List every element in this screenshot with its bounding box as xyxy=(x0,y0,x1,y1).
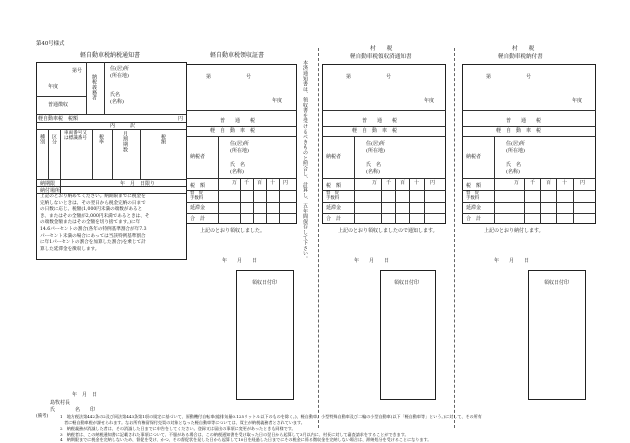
notes-item-3: 3 納税者は、この納税通知書に記載された事項について、不服がある場合は、この納税通知書を受け取った日の翌日から起算して3月以内に、村長に対して審査請求をすることができます。 xyxy=(60,432,409,437)
notes-item-2: 2 納税義務が消滅した者は、その消滅した日までに申告をしてください。登録又は届出の事項に変更があったときも同様です。 xyxy=(60,426,296,431)
form-number: 第40号様式 xyxy=(36,41,65,47)
remit-row-tax: 税 額 xyxy=(326,183,342,189)
receipt-title: 軽自動車税領収証書 xyxy=(210,52,265,59)
notice-breakdown-label: 内 訳 xyxy=(110,123,136,129)
remit-row-fee: 督 促手数料 xyxy=(326,191,340,201)
notice-tax-amount-row: 軽自動車税 税額 xyxy=(38,116,79,122)
remit-stamp-label: 領収日付印 xyxy=(394,280,420,286)
notice-yen: 円 xyxy=(178,116,184,122)
remit-row-delay: 延滞金 xyxy=(326,205,342,211)
slip-vehicle-label: 軽 自 動 車 税 xyxy=(496,128,542,134)
notice-col-class: 区分 xyxy=(51,134,57,145)
receipt-year-label: 年度 xyxy=(272,98,283,104)
notice-place-label: 納付場所 xyxy=(40,188,61,194)
notice-due-label: 納期限 xyxy=(40,181,56,187)
slip-row-fee: 督 促手数料 xyxy=(466,191,480,201)
slip-digit-0: 万 xyxy=(514,180,520,186)
remit-taxpayer-label: 納税者 xyxy=(326,154,342,160)
notes-item-1b: 者に軽自動車税が課せられます。なお所有権留保付売買の対象となった軽自動車等については、買主が納税義務者とされています。 xyxy=(60,420,305,425)
slip-header: 村 税 xyxy=(512,46,535,52)
notice-col-plate: 車両番号又は標識番号 xyxy=(64,131,87,142)
remit-digit-2: 百 xyxy=(400,180,406,186)
notice-name-sub: (名称) xyxy=(110,99,124,105)
remit-address-sub: (所在地) xyxy=(366,148,385,154)
notice-due-value: 年 月 日限り xyxy=(120,181,156,187)
receipt-row-delay: 延滞金 xyxy=(190,205,206,211)
notice-col-type: 種別 xyxy=(39,134,45,145)
remit-header: 村 税 xyxy=(370,46,393,52)
receipt-digit-1: 千 xyxy=(244,180,250,186)
slip-name-label: 氏 名 xyxy=(506,162,522,168)
slip-row-delay: 延滞金 xyxy=(466,205,482,211)
remit-no-label: 第 号 xyxy=(346,74,392,80)
remit-address-label: 住(居)所 xyxy=(366,141,385,147)
slip-row-total: 合 計 xyxy=(466,216,482,222)
notice-body-text: 上記のとおり納めてください。納期限までに税金を完納しないときは、その翌日から税金完納の日までの日数に応じ、税額(1,000円未満の端数があるとき、またはその全額が2,000円未満であるときは、その端数金額またはその全額を切り捨てます。)に年14.6パーセントの割合(各年の特例基準割合が年7.3パーセント未満の場合にあっては当該特例基準割合に年1パーセントの割合を加算した割合)を乗じて計算した延滞金を徴収します。 xyxy=(40,194,150,252)
remit-stamp-box xyxy=(380,270,436,400)
slip-date: 年 月 日 xyxy=(494,258,530,264)
receipt-taxpayer-label: 納税者 xyxy=(190,154,206,160)
receipt-row-total: 合 計 xyxy=(190,216,206,222)
receipt-digit-4: 円 xyxy=(283,180,289,186)
slip-address-sub: (所在地) xyxy=(506,148,525,154)
slip-stamp-label: 領収日付印 xyxy=(544,280,570,286)
notice-title: 軽自動車税納税通知書 xyxy=(80,52,141,59)
slip-ordinary-label: 普 通 税 xyxy=(506,118,542,124)
remit-vehicle-label: 軽 自 動 車 税 xyxy=(352,128,398,134)
vertical-note: 本済通知書は、領収書を受けるべきものと照合し、計算し、五年間保存して下さい。 xyxy=(302,60,308,262)
receipt-digit-3: 十 xyxy=(270,180,276,186)
receipt-name-sub: (名称) xyxy=(230,169,244,175)
notice-ordinary-label: 普通徴収 xyxy=(48,102,69,108)
receipt-stamp-box xyxy=(236,270,294,400)
slip-row-tax: 税 額 xyxy=(466,183,482,189)
slip-digit-4: 円 xyxy=(580,180,586,186)
cut-line-2 xyxy=(454,48,455,428)
slip-year-label: 年度 xyxy=(572,98,583,104)
receipt-name-label: 氏 名 xyxy=(230,162,246,168)
remit-title: 軽自動車税領収済通知書 xyxy=(350,54,412,60)
slip-title: 軽自動車税納付書 xyxy=(498,54,543,60)
receipt-digit-2: 百 xyxy=(257,180,263,186)
receipt-address-sub: (所在地) xyxy=(230,148,249,154)
slip-no-label: 第 号 xyxy=(486,74,532,80)
slip-digit-3: 十 xyxy=(562,180,568,186)
remit-digit-4: 円 xyxy=(430,180,436,186)
receipt-received: 上記のとおり領収しました。 xyxy=(200,228,266,234)
slip-stamp-box xyxy=(528,270,586,400)
receipt-address-label: 住(居)所 xyxy=(230,141,249,147)
slip-name-sub: (名称) xyxy=(506,169,520,175)
remit-digit-3: 十 xyxy=(414,180,420,186)
notice-taxpayer-label: 納税義務者 xyxy=(91,74,97,101)
remit-name-label: 氏 名 xyxy=(366,162,382,168)
notice-issuer-name: 氏 名 印 xyxy=(50,407,96,413)
remit-year-label: 年度 xyxy=(424,98,435,104)
notice-col-tax: 税額 xyxy=(160,134,166,145)
notice-col-months: 月割期数 xyxy=(122,131,128,153)
slip-taxpayer-label: 納税者 xyxy=(466,154,482,160)
notes-item-4: 4 納期限までに税金を完納しないため、督促を受け、かつ、その督促状を発した日から起算して10日を経過した日までにその税金に係る徴収金を完納しない場合は、滞納処分を受けることになります。 xyxy=(60,437,432,442)
remit-name-sub: (名称) xyxy=(366,169,380,175)
notice-name-label: 氏名 xyxy=(110,92,121,98)
slip-frame xyxy=(462,64,596,224)
slip-digit-2: 百 xyxy=(546,180,552,186)
notes-item-1a: 1 地方税法第442条の2及び同法第443条第1項の規定に基づいて、原動機付自転車(総排気量0.125リットル以下のものを除く。)、軽自動車、小型特殊自動車及び二輪の小型自動車(以下「軽自動車等」という。)に対して、その所有 xyxy=(60,414,482,419)
remit-ordinary-label: 普 通 税 xyxy=(362,118,398,124)
receipt-row-tax: 税 額 xyxy=(190,183,206,189)
receipt-row-fee: 督 促手数料 xyxy=(190,191,204,201)
remit-received: 上記のとおり領収しましたので通知します。 xyxy=(338,228,438,234)
notice-address-sub: (所在地) xyxy=(110,73,129,79)
remit-digit-0: 万 xyxy=(372,180,378,186)
receipt-stamp-label: 領収日付印 xyxy=(252,280,278,286)
notice-year-label: 年度 xyxy=(48,84,59,90)
receipt-ordinary-label: 普 通 税 xyxy=(220,118,256,124)
notice-no-label: 第号 xyxy=(72,68,83,74)
slip-digit-1: 千 xyxy=(530,180,536,186)
remit-date: 年 月 日 xyxy=(354,258,390,264)
receipt-vehicle-label: 軽 自 動 車 税 xyxy=(210,128,256,134)
cut-line-1 xyxy=(318,48,319,428)
notice-date: 年 月 日 xyxy=(72,392,98,398)
receipt-no-label: 第 号 xyxy=(206,74,252,80)
notes-label: (備考) xyxy=(36,414,49,419)
receipt-date: 年 月 日 xyxy=(222,258,258,264)
slip-received: 上記のとおり納付します。 xyxy=(484,228,544,234)
slip-address-label: 住(居)所 xyxy=(506,141,525,147)
remit-row-total: 合 計 xyxy=(326,216,342,222)
remit-digit-1: 千 xyxy=(386,180,392,186)
receipt-digit-0: 万 xyxy=(232,180,238,186)
notice-col-rate: 税率 xyxy=(98,134,104,145)
notice-issuer-label: 島牧村長 xyxy=(50,400,71,406)
notice-address-label: 住(居)所 xyxy=(110,66,129,72)
